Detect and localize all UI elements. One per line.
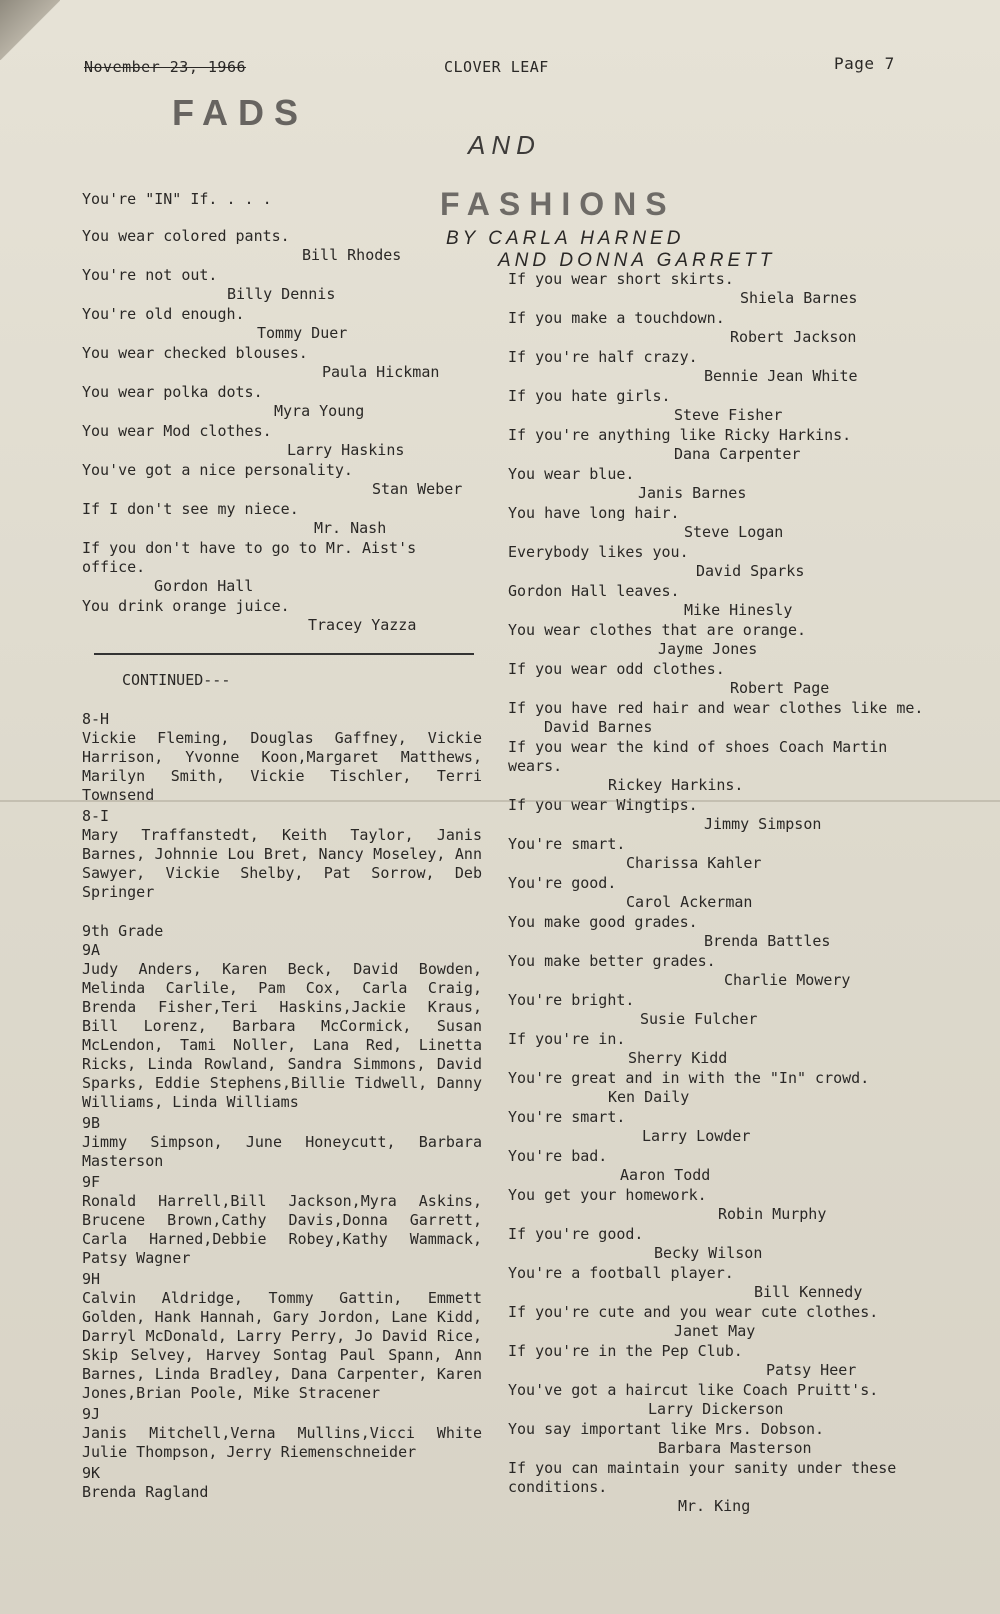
fad-item (508, 699, 948, 737)
fad-item (82, 266, 482, 304)
fad-item (82, 539, 482, 596)
fad-item (508, 913, 948, 951)
fad-statement: You have long hair. (508, 504, 680, 522)
issue-date: November 23, 1966 (84, 58, 247, 76)
fad-statement: You're great and in with the "In" crowd. (508, 1069, 870, 1087)
fad-item (82, 383, 482, 421)
student-name: Charissa Kahler (626, 854, 762, 872)
fad-statement: You're good. (508, 874, 617, 892)
student-name: Becky Wilson (654, 1244, 763, 1262)
student-name: Steve Logan (684, 523, 784, 541)
homeroom-label: 9B (82, 1114, 101, 1132)
fad-statement: You're smart. (508, 835, 626, 853)
fad-item (508, 1147, 948, 1185)
fad-item (508, 1186, 948, 1224)
student-name: Steve Fisher (674, 406, 783, 424)
student-name: David Sparks (696, 562, 805, 580)
fad-item (508, 1459, 948, 1516)
folded-corner (0, 0, 60, 60)
byline-line-2: AND DONNA GARRETT (498, 250, 776, 271)
title-fads: FADS (172, 92, 309, 133)
fad-item (508, 426, 948, 464)
student-name: Gordon Hall (154, 577, 254, 595)
fad-statement: You're bad. (508, 1147, 608, 1165)
student-name: Charlie Mowery (724, 971, 851, 989)
fad-item (508, 1069, 948, 1107)
fad-statement: Everybody likes you. (508, 543, 689, 561)
student-name: Tracey Yazza (308, 616, 417, 634)
fad-statement: If you wear the kind of shoes Coach Martin wears. (508, 738, 888, 775)
column-divider-rule (94, 653, 474, 655)
fad-statement: You wear blue. (508, 465, 635, 483)
fad-statement: You're bright. (508, 991, 635, 1009)
fad-item (508, 738, 948, 795)
homeroom-group (82, 1173, 482, 1268)
student-name: Bennie Jean White (704, 367, 858, 385)
fad-item (508, 1108, 948, 1146)
fad-item (508, 1225, 948, 1263)
publication-name: CLOVER LEAF (444, 58, 549, 76)
homeroom-members: Ronald Harrell,Bill Jackson,Myra Askins, Brucene Brown,Cathy Davis,Donna Garrett, Carla Harned,Debbie Robey,Kathy Wammack, Patsy Wagner (82, 1192, 482, 1267)
student-name: Ken Daily (608, 1088, 690, 1106)
homeroom-label: 9A (82, 941, 101, 959)
fad-item (508, 504, 948, 542)
grade-9-groups (82, 941, 482, 1502)
student-name: Paula Hickman (322, 363, 440, 381)
right-items-list (508, 270, 948, 1516)
homeroom-members: Calvin Aldridge, Tommy Gattin, Emmett Golden, Hank Hannah, Gary Jordon, Lane Kidd, Darryl McDonald, Larry Perry, Jo David Rice, Skip Selvey, Harvey Sontag Paul Spann, Ann Barnes, Linda Bradley, Dana Carpenter, Karen Jones,Brian Poole, Mike Stracener (82, 1289, 482, 1402)
student-name: Dana Carpenter (674, 445, 801, 463)
title-and: AND (468, 130, 541, 160)
fad-statement: You get your homework. (508, 1186, 707, 1204)
student-name: Billy Dennis (227, 285, 336, 303)
homeroom-members: Vickie Fleming, Douglas Gaffney, Vickie Harrison, Yvonne Koon,Margaret Matthews, Marilyn Smith, Vickie Tischler, Terri Townsend (82, 729, 482, 804)
student-name: Aaron Todd (620, 1166, 711, 1184)
homeroom-members: Mary Traffanstedt, Keith Taylor, Janis Barnes, Johnnie Lou Bret, Nancy Moseley, Ann Sawyer, Vickie Shelby, Pat Sorrow, Deb Springer (82, 826, 482, 901)
fad-statement: You make better grades. (508, 952, 716, 970)
fad-statement: You're not out. (82, 266, 218, 284)
fad-statement: You wear colored pants. (82, 227, 290, 245)
byline-line-1: BY CARLA HARNED (446, 228, 685, 249)
fad-item (82, 597, 482, 635)
homeroom-label: 9H (82, 1270, 101, 1288)
fad-item (508, 465, 948, 503)
fad-statement: You've got a haircut like Coach Pruitt's. (508, 1381, 879, 1399)
fad-statement: You're old enough. (82, 305, 245, 323)
fad-item (82, 227, 482, 265)
fad-item (82, 344, 482, 382)
student-name: Larry Dickerson (648, 1400, 784, 1418)
left-column (82, 190, 482, 1504)
fad-statement: If you hate girls. (508, 387, 671, 405)
fad-item (508, 952, 948, 990)
fad-item (508, 621, 948, 659)
student-name: Jayme Jones (658, 640, 758, 658)
fad-item (508, 1264, 948, 1302)
student-name: Robert Jackson (730, 328, 857, 346)
student-name: Larry Lowder (642, 1127, 751, 1145)
homeroom-label: 9K (82, 1464, 101, 1482)
fad-statement: If you have red hair and wear clothes like me. (508, 699, 924, 717)
fad-item (508, 348, 948, 386)
fad-statement: If you wear short skirts. (508, 270, 734, 288)
homeroom-label: 8-H (82, 710, 110, 728)
fad-item (82, 305, 482, 343)
byline (446, 228, 775, 272)
fad-statement: If you're good. (508, 1225, 644, 1243)
fad-item (508, 1420, 948, 1458)
student-name: Myra Young (274, 402, 365, 420)
fad-statement: If you wear odd clothes. (508, 660, 725, 678)
student-name: Sherry Kidd (628, 1049, 728, 1067)
student-name: Bill Kennedy (754, 1283, 863, 1301)
fad-item (82, 422, 482, 460)
homeroom-group (82, 1405, 482, 1462)
homeroom-members: Brenda Ragland (82, 1483, 209, 1501)
fad-statement: If I don't see my niece. (82, 500, 299, 518)
student-name: Jimmy Simpson (704, 815, 822, 833)
fad-statement: You wear checked blouses. (82, 344, 308, 362)
fad-statement: If you're anything like Ricky Harkins. (508, 426, 852, 444)
homeroom-group (82, 1464, 482, 1502)
student-name: Robert Page (730, 679, 830, 697)
fad-item (508, 1381, 948, 1419)
title-fashions: FASHIONS (440, 186, 676, 222)
homeroom-members: Judy Anders, Karen Beck, David Bowden, Melinda Carlile, Pam Cox, Carla Craig, Brenda Fisher,Teri Haskins,Jackie Kraus, Bill Lorenz, Barbara McCormick, Susan McLendon, Tami Noller, Lana Red, Linetta Ricks, Linda Rowland, Sandra Simmons, David Sparks, Eddie Stephens,Billie Tidwell, Danny Williams, Linda Williams (82, 960, 482, 1111)
student-name: Janis Barnes (638, 484, 747, 502)
in-if-intro: You're "IN" If. . . . (82, 190, 272, 208)
fad-statement: If you're cute and you wear cute clothes. (508, 1303, 879, 1321)
student-name: Mr. Nash (314, 519, 387, 537)
fad-statement: If you're half crazy. (508, 348, 698, 366)
fad-item (508, 660, 948, 698)
fad-item (508, 796, 948, 834)
student-name: Tommy Duer (257, 324, 348, 342)
student-name: David Barnes (544, 718, 653, 736)
grade-9-title: 9th Grade (82, 922, 164, 940)
homeroom-group (82, 807, 482, 902)
fad-item (82, 500, 482, 538)
fad-statement: You drink orange juice. (82, 597, 290, 615)
fad-item (82, 461, 482, 499)
fad-statement: If you're in the Pep Club. (508, 1342, 743, 1360)
student-name: Shiela Barnes (740, 289, 858, 307)
student-name: Rickey Harkins. (608, 776, 744, 794)
homeroom-group (82, 710, 482, 805)
grade-8-groups (82, 710, 482, 902)
homeroom-group (82, 1114, 482, 1171)
homeroom-group (82, 1270, 482, 1403)
student-name: Janet May (674, 1322, 756, 1340)
fad-item (508, 1030, 948, 1068)
page-number: Page 7 (834, 54, 895, 73)
fad-statement: You're smart. (508, 1108, 626, 1126)
fad-item (508, 582, 948, 620)
fad-statement: If you make a touchdown. (508, 309, 725, 327)
fad-statement: If you don't have to go to Mr. Aist's office. (82, 539, 417, 576)
fad-statement: You're a football player. (508, 1264, 734, 1282)
student-name: Susie Fulcher (640, 1010, 758, 1028)
student-name: Larry Haskins (287, 441, 405, 459)
fad-item (508, 309, 948, 347)
homeroom-label: 8-I (82, 807, 110, 825)
student-name: Patsy Heer (766, 1361, 857, 1379)
student-name: Brenda Battles (704, 932, 831, 950)
student-name: Stan Weber (372, 480, 463, 498)
homeroom-members: Janis Mitchell,Verna Mullins,Vicci White Julie Thompson, Jerry Riemenschneider (82, 1424, 482, 1461)
fad-statement: If you wear Wingtips. (508, 796, 698, 814)
fad-statement: Gordon Hall leaves. (508, 582, 680, 600)
fad-item (508, 1303, 948, 1341)
fad-statement: You wear polka dots. (82, 383, 263, 401)
fad-item (508, 270, 948, 308)
homeroom-label: 9F (82, 1173, 101, 1191)
fad-statement: If you're in. (508, 1030, 626, 1048)
continued-label: CONTINUED--- (122, 671, 231, 689)
homeroom-group (82, 941, 482, 1112)
fad-statement: You've got a nice personality. (82, 461, 353, 479)
fad-statement: You wear clothes that are orange. (508, 621, 807, 639)
homeroom-label: 9J (82, 1405, 101, 1423)
fad-item (508, 543, 948, 581)
fad-statement: You wear Mod clothes. (82, 422, 272, 440)
homeroom-members: Jimmy Simpson, June Honeycutt, Barbara Masterson (82, 1133, 482, 1170)
student-name: Carol Ackerman (626, 893, 753, 911)
fad-statement: You say important like Mrs. Dobson. (508, 1420, 825, 1438)
fad-item (508, 991, 948, 1029)
left-items-list (82, 227, 482, 635)
student-name: Mike Hinesly (684, 601, 793, 619)
spacer (82, 904, 482, 922)
fad-item (508, 387, 948, 425)
student-name: Barbara Masterson (658, 1439, 812, 1457)
fad-item (508, 874, 948, 912)
student-name: Bill Rhodes (302, 246, 402, 264)
fad-item (508, 835, 948, 873)
fad-item (508, 1342, 948, 1380)
right-column (508, 270, 948, 1517)
student-name: Robin Murphy (718, 1205, 827, 1223)
fad-statement: If you can maintain your sanity under these conditions. (508, 1459, 897, 1496)
student-name: Mr. King (678, 1497, 751, 1515)
fad-statement: You make good grades. (508, 913, 698, 931)
